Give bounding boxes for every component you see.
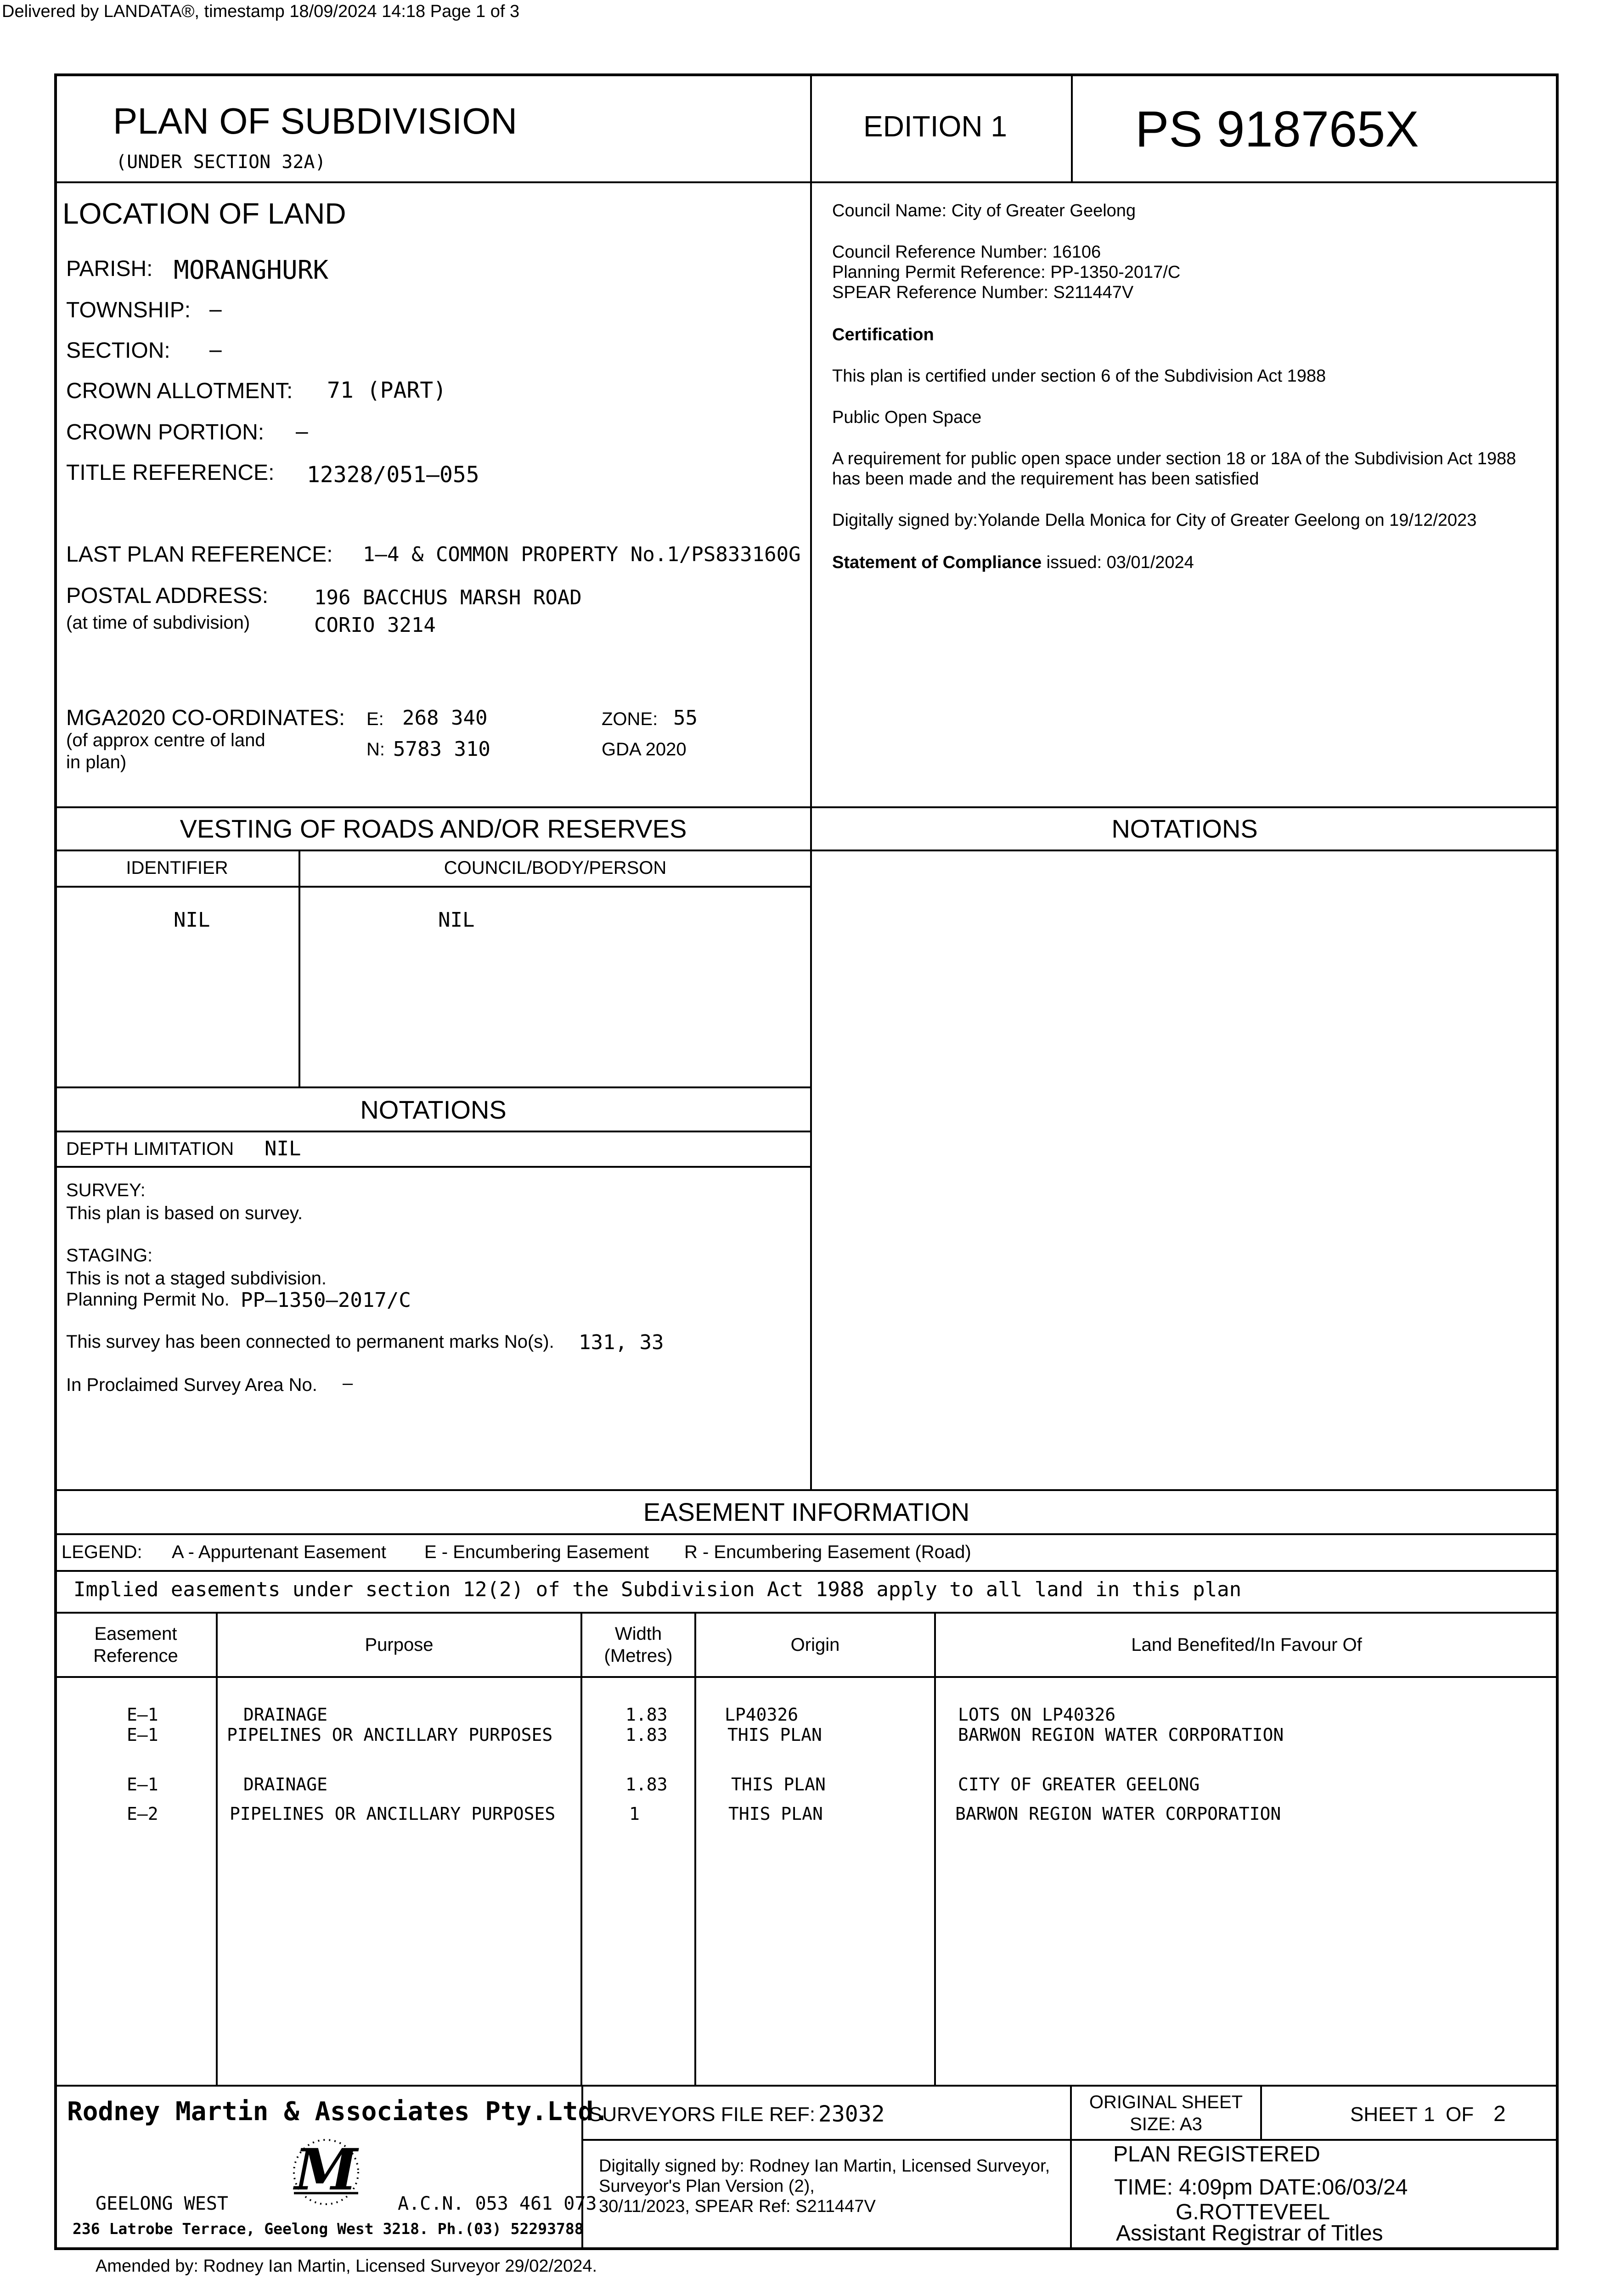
zone-value: 55 — [673, 706, 698, 730]
original-sheet-label: ORIGINAL SHEET — [1089, 2092, 1243, 2112]
easement-heading: EASEMENT INFORMATION — [643, 1497, 970, 1526]
notations-right-heading: NOTATIONS — [1111, 814, 1258, 843]
postal-address-sub: (at time of subdivision) — [66, 613, 250, 633]
original-sheet-size: SIZE: A3 — [1130, 2114, 1202, 2134]
surveyor-signature-1: Digitally signed by: Rodney Ian Martin, Licensed Surveyor, — [599, 2156, 1050, 2176]
firm-address: 236 Latrobe Terrace, Geelong West 3218. Ph.(03) 52293788 — [73, 2220, 584, 2238]
edition-label: EDITION 1 — [863, 110, 1007, 143]
section-value: – — [209, 338, 222, 362]
legend-encumbering-road: R - Encumbering Easement (Road) — [684, 1542, 971, 1562]
title-reference-value: 12328/051–055 — [307, 462, 479, 488]
divider — [56, 1676, 1557, 1678]
council-value: NIL — [438, 908, 475, 932]
council-signature: Digitally signed by:Yolande Della Monica for City of Greater Geelong on 19/12/2023 — [832, 511, 1477, 530]
title-reference-label: TITLE REFERENCE: — [66, 461, 275, 485]
divider — [56, 1086, 811, 1088]
permanent-marks-label: This survey has been connected to permanent marks No(s). — [66, 1332, 554, 1352]
purpose-header: Purpose — [365, 1635, 434, 1655]
parish-label: PARISH: — [66, 257, 153, 281]
crown-portion-value: – — [296, 419, 308, 444]
easement-purpose: PIPELINES OR ANCILLARY PURPOSES — [230, 1804, 556, 1824]
public-open-space-text-1: A requirement for public open space under section 18 or 18A of the Subdivision Act 1988 — [832, 449, 1516, 468]
divider — [56, 1166, 811, 1168]
firm-logo-icon — [276, 2135, 377, 2209]
depth-limitation-value: NIL — [265, 1137, 301, 1160]
easement-ref: E–1 — [127, 1725, 158, 1745]
datum-label: GDA 2020 — [602, 739, 687, 760]
divider — [934, 1613, 936, 2086]
zone-label: ZONE: — [602, 709, 658, 729]
delivery-header: Delivered by LANDATA®, timestamp 18/09/2024 14:18 Page 1 of 3 — [2, 2, 520, 21]
divider — [1260, 2086, 1262, 2140]
divider — [56, 850, 1557, 851]
crown-portion-label: CROWN PORTION: — [66, 420, 265, 445]
postal-address-line1: 196 BACCHUS MARSH ROAD — [314, 586, 582, 609]
depth-limitation-label: DEPTH LIMITATION — [66, 1139, 234, 1159]
parish-value: MORANGHURK — [174, 255, 329, 285]
permanent-marks-value: 131, 33 — [579, 1331, 664, 1354]
easement-benefit: CITY OF GREATER GEELONG — [958, 1774, 1200, 1795]
compliance-date: issued: 03/01/2024 — [1042, 553, 1194, 572]
township-value: – — [209, 297, 222, 321]
divider — [216, 1613, 218, 2086]
sheet-label: SHEET — [1350, 2103, 1418, 2126]
council-name: Council Name: City of Greater Geelong — [832, 201, 1136, 220]
divider — [56, 1570, 1557, 1572]
postal-address-line2: CORIO 3214 — [314, 613, 436, 637]
land-benefited-header: Land Benefited/In Favour Of — [1131, 1635, 1362, 1655]
northing-value: 5783 310 — [393, 737, 490, 761]
mga-sub-2: in plan) — [66, 752, 127, 772]
council-reference: Council Reference Number: 16106 — [832, 242, 1101, 262]
legend-label: LEGEND: — [62, 1542, 142, 1562]
plan-title: PLAN OF SUBDIVISION — [113, 101, 518, 141]
township-label: TOWNSHIP: — [66, 298, 191, 322]
easement-origin: THIS PLAN — [728, 1804, 823, 1824]
origin-header: Origin — [790, 1635, 840, 1655]
divider — [580, 1613, 582, 2086]
planning-permit-label: Planning Permit No. — [66, 1289, 230, 1310]
easement-purpose: DRAINAGE — [243, 1774, 328, 1795]
easement-ref: E–2 — [127, 1804, 158, 1824]
vesting-heading: VESTING OF ROADS AND/OR RESERVES — [180, 814, 687, 843]
sheet-number: 1 — [1424, 2103, 1435, 2126]
survey-label: SURVEY: — [66, 1180, 146, 1200]
spear-reference: SPEAR Reference Number: S211447V — [832, 283, 1134, 302]
last-plan-value: 1–4 & COMMON PROPERTY No.1/PS833160G — [363, 543, 801, 566]
staging-label: STAGING: — [66, 1245, 153, 1266]
last-plan-label: LAST PLAN REFERENCE: — [66, 542, 333, 567]
easement-ref: E–1 — [127, 1774, 158, 1795]
crown-allotment-label: CROWN ALLOTMENT: — [66, 379, 293, 403]
firm-acn: A.C.N. 053 461 073 — [398, 2193, 597, 2214]
proclaimed-area-label: In Proclaimed Survey Area No. — [66, 1375, 317, 1395]
divider — [56, 2085, 1557, 2087]
easement-width: 1.83 — [625, 1774, 668, 1795]
notations-heading: NOTATIONS — [360, 1095, 507, 1124]
divider — [56, 181, 1557, 183]
proclaimed-area-value: – — [343, 1373, 353, 1393]
width-header-1: Width — [614, 1624, 662, 1644]
surveyor-signature-3: 30/11/2023, SPEAR Ref: S211447V — [599, 2197, 876, 2216]
plan-subtitle: (UNDER SECTION 32A) — [116, 152, 326, 173]
firm-logo-letter: M — [294, 2137, 358, 2203]
divider — [56, 886, 811, 888]
certification-text: This plan is certified under section 6 of the Subdivision Act 1988 — [832, 366, 1326, 386]
easement-ref-header-1: Easement — [94, 1624, 177, 1644]
easting-value: 268 340 — [402, 706, 488, 730]
northing-label: N: — [366, 739, 385, 760]
divider — [56, 806, 1557, 808]
council-column-header: COUNCIL/BODY/PERSON — [444, 858, 667, 878]
divider — [56, 1489, 1557, 1491]
divider — [299, 850, 300, 1087]
registration-time-date: TIME: 4:09pm DATE:06/03/24 — [1114, 2175, 1408, 2200]
easement-origin: LP40326 — [725, 1705, 799, 1725]
width-header-2: (Metres) — [604, 1646, 673, 1666]
implied-easements-note: Implied easements under section 12(2) of the Subdivision Act 1988 apply to all land in this plan — [73, 1578, 1242, 1601]
easement-ref-header-2: Reference — [93, 1646, 178, 1666]
mga-label: MGA2020 CO-ORDINATES: — [66, 706, 345, 730]
location-heading: LOCATION OF LAND — [62, 197, 346, 230]
easement-width: 1 — [629, 1804, 640, 1824]
staging-text: This is not a staged subdivision. — [66, 1268, 327, 1289]
sheet-total: 2 — [1493, 2102, 1506, 2126]
divider — [694, 1613, 696, 2086]
divider — [56, 1612, 1557, 1614]
planning-permit-value: PP–1350–2017/C — [241, 1289, 411, 1312]
easement-ref: E–1 — [127, 1705, 158, 1725]
plan-registered-label: PLAN REGISTERED — [1113, 2142, 1320, 2167]
crown-allotment-value: 71 (PART) — [327, 377, 447, 403]
postal-address-label: POSTAL ADDRESS: — [66, 584, 269, 608]
easement-width: 1.83 — [625, 1725, 668, 1745]
registrar-title: Assistant Registrar of Titles — [1116, 2221, 1383, 2245]
public-open-space-text-2: has been made and the requirement has been satisfied — [832, 469, 1259, 489]
easement-benefit: LOTS ON LP40326 — [958, 1705, 1116, 1725]
identifier-value: NIL — [174, 908, 210, 932]
file-ref-label: SURVEYORS FILE REF: — [589, 2103, 816, 2126]
legend-appurtenant: A - Appurtenant Easement — [172, 1542, 386, 1562]
certification-heading: Certification — [832, 325, 934, 344]
survey-text: This plan is based on survey. — [66, 1203, 303, 1223]
firm-city: GEELONG WEST — [96, 2193, 228, 2214]
easement-width: 1.83 — [625, 1705, 668, 1725]
easement-purpose: PIPELINES OR ANCILLARY PURPOSES — [227, 1725, 553, 1745]
registrar-name: G.ROTTEVEEL — [1176, 2200, 1330, 2224]
easting-label: E: — [366, 709, 384, 729]
compliance-label: Statement of Compliance — [832, 553, 1042, 572]
statement-of-compliance — [832, 553, 1194, 573]
surveyor-firm-name: Rodney Martin & Associates Pty.Ltd. — [67, 2097, 609, 2127]
amendment-note: Amended by: Rodney Ian Martin, Licensed Surveyor 29/02/2024. — [96, 2257, 597, 2276]
easement-origin: THIS PLAN — [731, 1774, 826, 1795]
sheet-of-label: OF — [1446, 2103, 1474, 2126]
divider — [810, 75, 812, 1489]
public-open-space-heading: Public Open Space — [832, 408, 982, 427]
identifier-column-header: IDENTIFIER — [126, 858, 228, 878]
easement-benefit: BARWON REGION WATER CORPORATION — [958, 1725, 1284, 1745]
legend-encumbering: E - Encumbering Easement — [424, 1542, 649, 1562]
easement-origin: THIS PLAN — [727, 1725, 822, 1745]
easement-benefit: BARWON REGION WATER CORPORATION — [955, 1804, 1281, 1824]
planning-permit-reference: Planning Permit Reference: PP-1350-2017/C — [832, 263, 1181, 282]
easement-purpose: DRAINAGE — [243, 1705, 328, 1725]
divider — [1071, 75, 1073, 182]
plan-number: PS 918765X — [1135, 101, 1419, 158]
file-ref-value: 23032 — [818, 2101, 885, 2127]
section-label: SECTION: — [66, 338, 170, 363]
surveyor-signature-2: Surveyor's Plan Version (2), — [599, 2177, 815, 2196]
mga-sub-1: (of approx centre of land — [66, 730, 265, 750]
divider — [56, 1533, 1557, 1535]
divider — [56, 1131, 811, 1132]
